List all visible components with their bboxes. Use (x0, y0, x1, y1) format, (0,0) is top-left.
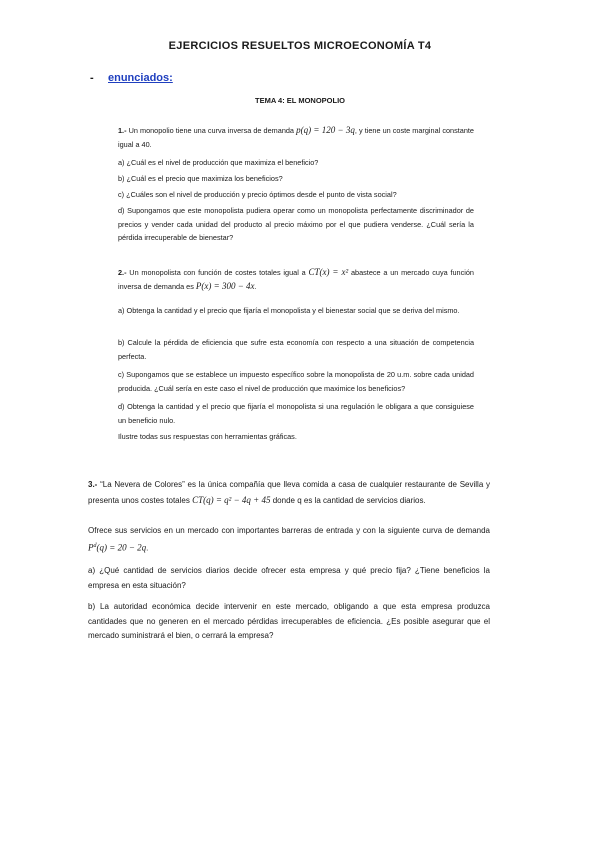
exercise-3-intro-a: “La Nevera de Colores” es la única compañía que lleva comida a casa de cualquier restaurante de Sevilla y presenta unos costes totales (88, 480, 491, 505)
exercise-1-intro-a: Un monopolio tiene una curva inversa de demanda (128, 126, 294, 135)
exercise-1-part-c: c) ¿Cuáles son el nivel de producción y precio óptimos desde el punto de vista social? (118, 190, 397, 199)
exercise-number: 1.- (118, 126, 127, 135)
exercise-1-part-b: b) ¿Cuál es el precio que maximiza los beneficios? (118, 174, 283, 183)
exercise-number: 3.- (88, 480, 98, 489)
exercise-1-intro-b: , y tiene un coste marginal constante igual a 40. (118, 126, 474, 149)
exercise-2-intro-a: Un monopolista con función de costes totales igual a (129, 268, 306, 277)
cost-formula: CT(x) = x² (308, 267, 349, 277)
exercise-2-part-a: a) Obtenga la cantidad y el precio que fijaría el monopolista y el bienestar social que se deriva del mismo. (118, 306, 460, 315)
exercise-3-market (88, 524, 490, 556)
exercise-3-market-end: . (146, 543, 149, 553)
exercise-2-intro-c: . (254, 281, 257, 291)
exercise-3-intro-b: donde q es la cantidad de servicios diarios. (272, 495, 426, 505)
exercise-2-note: Ilustre todas sus respuestas con herramientas gráficas. (118, 432, 297, 441)
demand-formula: P(x) = 300 − 4x (195, 280, 255, 291)
section-heading: enunciados: (108, 72, 173, 84)
exercise-2-intro-b: abastece a un mercado cuya función inversa de demanda es (118, 268, 474, 291)
exercise-1-statement (118, 124, 474, 151)
exercise-2-part-c: c) Supongamos que se establece un impuesto específico sobre la monopolista de 20 u.m. sobre cada unidad producida. ¿Cuál sería en este caso el nivel de producción que maximice los beneficios? (118, 370, 474, 393)
document-title: EJERCICIOS RESUELTOS MICROECONOMÍA T4 (168, 40, 432, 52)
demand-formula-sup: d (93, 542, 97, 549)
exercise-2-part-b: b) Calcule la pérdida de eficiencia que sufre esta economía con respecto a una situación de competencia perfecta. (118, 338, 474, 361)
cost-formula: CT(q) = q² − 4q + 45 (192, 494, 271, 505)
demand-formula-rest: (q) = 20 − 2q (96, 542, 147, 553)
demand-formula: p(q) = 120 − 3q (296, 125, 355, 135)
exercise-3-part-a: a) ¿Qué cantidad de servicios diarios decide ofrecer esta empresa y qué precio fija? ¿Tiene beneficios la empresa en esta situación? (88, 566, 490, 590)
exercise-3-market-text: Ofrece sus servicios en un mercado con importantes barreras de entrada y con la siguiente curva de demanda (88, 526, 490, 535)
exercise-3-statement (88, 478, 490, 508)
demand-formula-p: P (88, 542, 94, 553)
exercise-2-part-d: d) Obtenga la cantidad y el precio que fijaría el monopolista si una regulación le obligara a que consiguiese un beneficio nulo. (118, 402, 474, 425)
section-bullet: - (90, 72, 94, 84)
exercise-1-part-d: d) Supongamos que este monopolista pudiera operar como un monopolista perfectamente discriminador de precios y vender cada unidad del producto al precio máximo por el que pudiera venderse. ¿Cuál sería la pérdida irrecuperable de bienestar? (118, 206, 474, 242)
exercise-1-part-a: a) ¿Cuál es el nivel de producción que maximiza el beneficio? (118, 158, 319, 167)
exercise-3-part-b: b) La autoridad económica decide intervenir en este mercado, obligando a que esta empresa produzca cantidades que no generen en el mercado pérdidas irrecuperables de eficiencia. ¿Es posible asegurar que el mercado suministrará el bien, o cerrará la empresa? (88, 602, 490, 640)
topic-heading: TEMA 4: EL MONOPOLIO (254, 96, 345, 105)
exercise-2-statement (118, 266, 474, 293)
exercise-number: 2.- (118, 268, 127, 277)
